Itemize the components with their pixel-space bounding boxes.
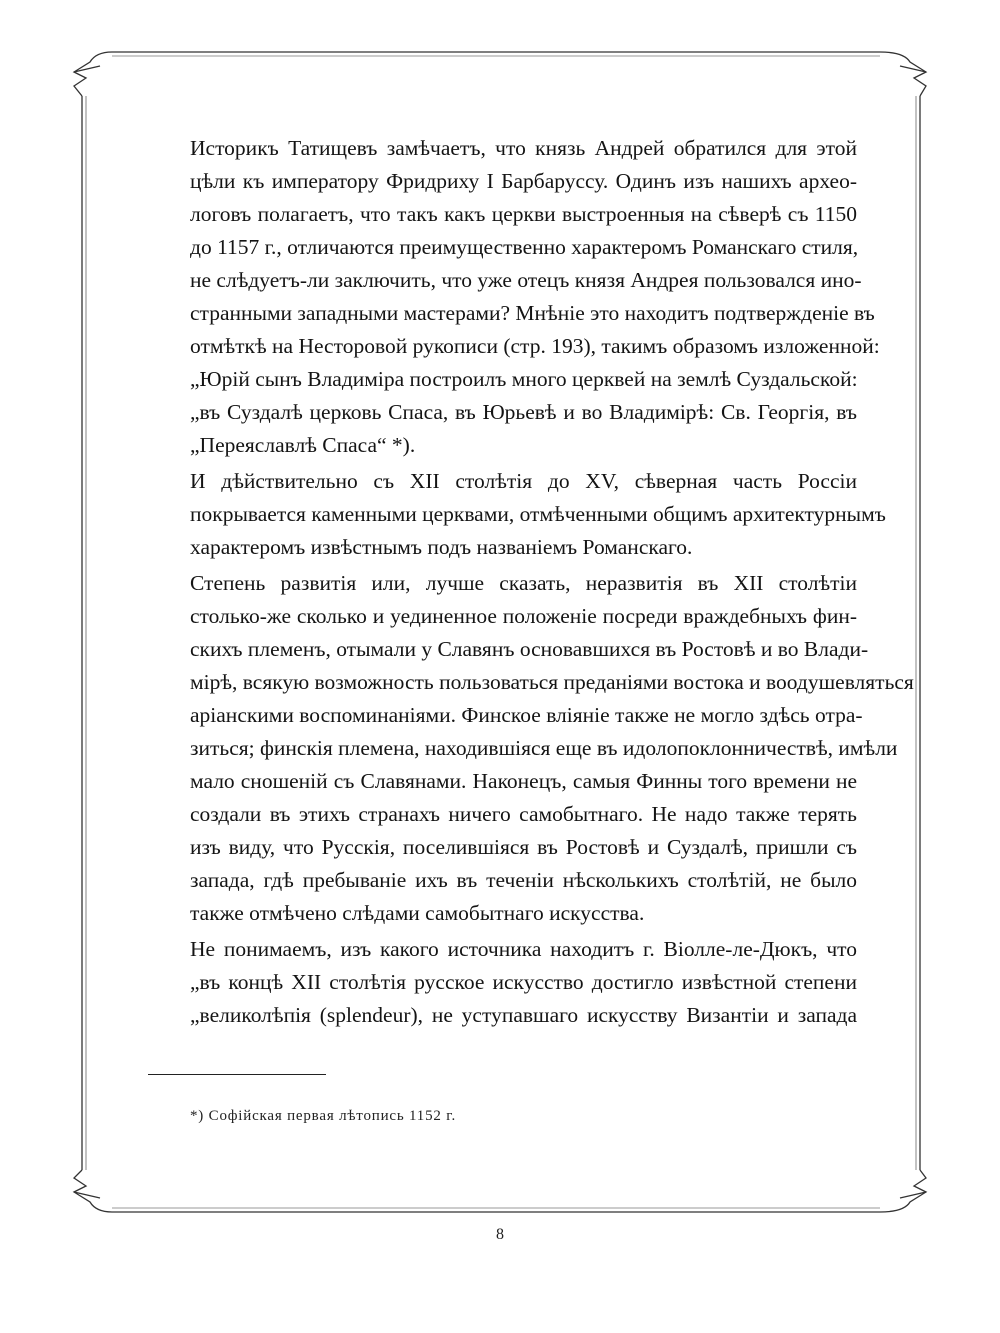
text-line: Историкъ Татищевъ замѣчаетъ, что князь Андрей обратился для этой xyxy=(190,136,857,160)
text-line: „великолѣпія (splendeur), не уступавшаго искусству Византіи и запада xyxy=(190,1003,857,1027)
corner-ornament-bottom-left xyxy=(74,1170,112,1212)
footnote-divider xyxy=(148,1074,326,1075)
footnote: *) Софійская первая лѣтопись 1152 г. xyxy=(190,1108,457,1124)
page-number: 8 xyxy=(496,1226,504,1243)
text-line: Степень развитія или, лучше сказать, неразвитія въ XII столѣтіи xyxy=(190,571,857,595)
body-text xyxy=(146,132,914,1032)
text-line: характеромъ извѣстнымъ подъ названіемъ Романскаго. xyxy=(190,535,693,559)
text-line: логовъ полагаетъ, что такъ какъ церкви выстроенныя на сѣверѣ съ 1150 xyxy=(190,202,857,226)
paragraph-viollet-le-duc xyxy=(146,933,857,1032)
corner-ornament-top-left xyxy=(74,52,112,96)
text-line: не слѣдуетъ-ли заключить, что уже отецъ князя Андрея пользовался ино- xyxy=(190,268,862,292)
text-line: цѣли къ императору Фридриху I Барбаруссу. Одинъ изъ нашихъ архео- xyxy=(190,169,857,193)
text-line: мало сношеній съ Славянами. Наконецъ, самыя Финны того времени не xyxy=(190,769,857,793)
text-line: зиться; финскія племена, находившіяся еще въ идолопоклонничествѣ, имѣли xyxy=(190,736,898,760)
text-line: скихъ племенъ, отымали у Славянъ основавшихся въ Ростовѣ и во Влади- xyxy=(190,637,869,661)
corner-ornament-bottom-right xyxy=(880,1170,926,1212)
text-line: отмѣткѣ на Несторовой рукописи (стр. 193), такимъ образомъ изложенной: xyxy=(190,334,880,358)
text-line: „въ Суздалѣ церковь Спаса, въ Юрьевѣ и во Владимірѣ: Св. Георгія, въ xyxy=(190,400,857,424)
paragraph-development xyxy=(146,567,914,930)
text-line: мірѣ, всякую возможность пользоваться преданіями востока и воодушевляться xyxy=(190,670,914,694)
text-line: Не понимаемъ, изъ какого источника находитъ г. Віолле-ле-Дюкъ, что xyxy=(190,937,857,961)
text-line: странными западными мастерами? Мнѣніе это находитъ подтвержденіе въ xyxy=(190,301,875,325)
text-line: покрывается каменными церквами, отмѣченными общимъ архитектурнымъ xyxy=(190,502,886,526)
text-line: аріанскими воспоминаніями. Финское вліяніе также не могло здѣсь отра- xyxy=(190,703,863,727)
text-line: „въ концѣ XII столѣтія русское искусство достигло извѣстной степени xyxy=(190,970,857,994)
text-line: создали въ этихъ странахъ ничего самобытнаго. Не надо также терять xyxy=(190,802,857,826)
text-line: „Переяславлѣ Спаса“ *). xyxy=(190,433,416,457)
corner-ornament-top-right xyxy=(880,52,926,96)
text-line: до 1157 г., отличаются преимущественно характеромъ Романскаго стиля, xyxy=(190,235,859,259)
text-line: изъ виду, что Русскія, поселившіяся въ Ростовѣ и Суздалѣ, пришли съ xyxy=(190,835,857,859)
text-line: запада, гдѣ пребываніе ихъ въ теченіи нѣсколькихъ столѣтій, не было xyxy=(190,868,857,892)
text-line: И дѣйствительно съ XII столѣтія до XV, сѣверная часть Россіи xyxy=(190,469,857,493)
text-line: „Юрій сынъ Владиміра построилъ много церквей на землѣ Суздальской: xyxy=(190,367,858,391)
paragraph-romanesque xyxy=(146,465,886,564)
text-line: столько-же сколько и уединенное положеніе посреди враждебныхъ фин- xyxy=(190,604,857,628)
paragraph-tatishchev xyxy=(146,132,880,462)
text-line: также отмѣчено слѣдами самобытнаго искусства. xyxy=(190,901,645,925)
